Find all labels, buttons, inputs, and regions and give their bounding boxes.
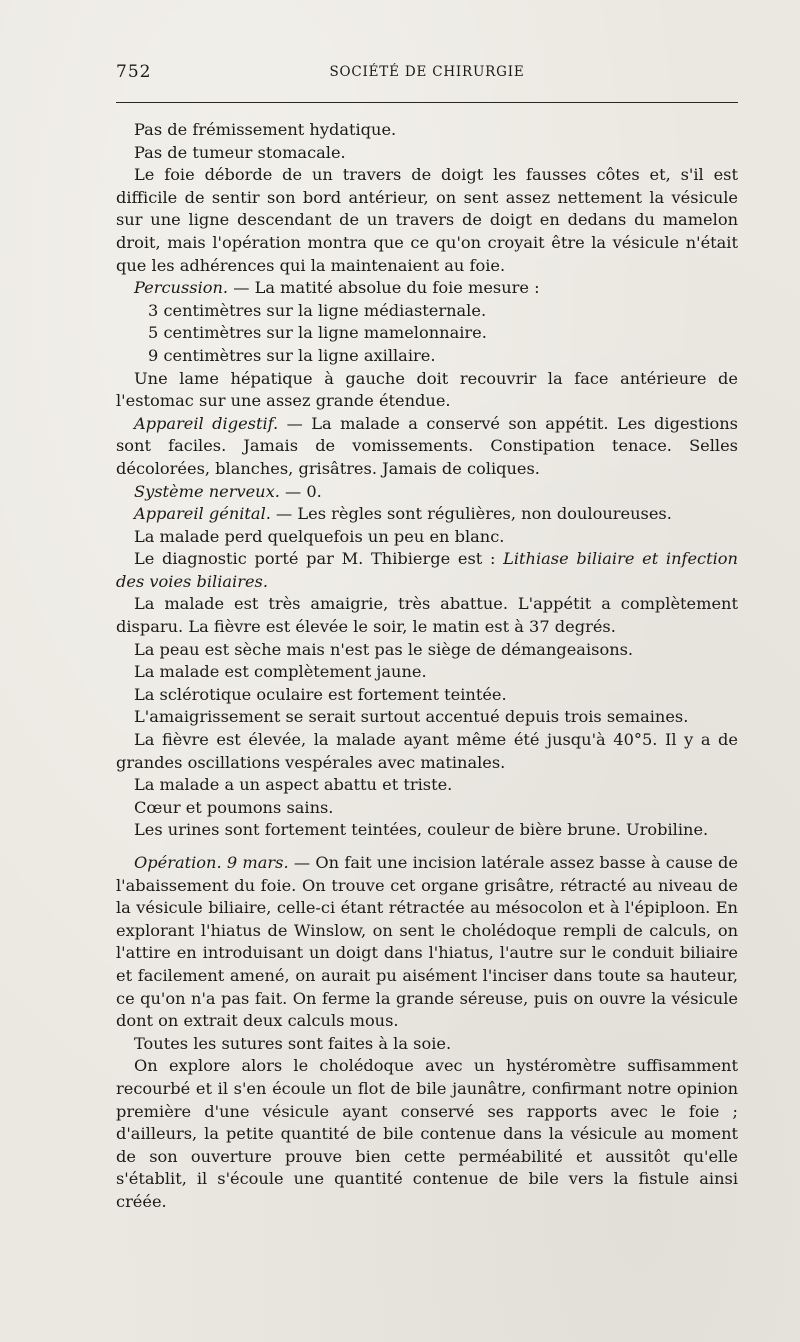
paragraph: La malade perd quelquefois un peu en blanc. (134, 526, 505, 546)
section-label: Percussion. (134, 278, 229, 298)
paragraph: La sclérotique oculaire est fortement teintée. (134, 684, 507, 704)
section-label: Appareil digestif. (134, 413, 279, 433)
paragraph-text: — Les règles sont régulières, non douloureuses. (270, 504, 672, 524)
paragraph: Le foie déborde de un travers de doigt les fausses côtes et, s'il est difficile de sentir son bord antérieur, on sent assez nettement la vésicule sur une ligne descendant de un travers de doigt en dedans du mamelon droit, mais l'opération montra que ce qu'on croyait être la vésicule n'était que les adhérences qui la maintenaient au foie. (116, 165, 738, 275)
page-number: 752 (116, 62, 152, 82)
section-label: Système nerveux. (134, 481, 280, 501)
paragraph: Une lame hépatique à gauche doit recouvrir la face antérieure de l'estomac sur une assez grande étendue. (116, 368, 738, 411)
paragraph: L'amaigrissement se serait surtout accentué depuis trois semaines. (134, 707, 689, 727)
paragraph (116, 277, 738, 300)
paragraph: On explore alors le cholédoque avec un hystéromètre suffisamment recourbé et il s'en écoule un flot de bile jaunâtre, confirmant notre opinion première d'une vésicule ayant conservé ses rapports avec le foie ; d'ailleurs, la petite quantité de bile contenue dans la vésicule au moment de son ouverture prouve bien cette perméabilité et aussitôt qu'elle s'établit, il s'écoule une quantité contenue de bile vers la fistule ainsi créée. (116, 1056, 738, 1211)
body-text (116, 119, 738, 1214)
paragraph-gap (116, 842, 738, 852)
running-title: SOCIÉTÉ DE CHIRURGIE (329, 64, 525, 80)
paragraph: La malade est complètement jaune. (134, 662, 427, 682)
paragraph: Pas de frémissement hydatique. (134, 120, 397, 139)
paragraph: La fièvre est élevée, la malade ayant même été jusqu'à 40°5. Il y a de grandes oscillations vespérales avec matinales. (116, 730, 738, 772)
paragraph (116, 548, 738, 593)
paragraph-text: — La malade a conservé son appétit. Les digestions sont faciles. Jamais de vomissements. Constipation tenace. Selles décolorées, blanches, grisâtres. Jamais de coliques. (116, 413, 738, 478)
paragraph (116, 481, 738, 504)
paragraph-text: — 0. (279, 481, 322, 501)
paragraph: Toutes les sutures sont faites à la soie. (134, 1033, 452, 1053)
section-label: Appareil génital. (134, 504, 271, 524)
paragraph: La malade est très amaigrie, très abattue. L'appétit a complètement disparu. La fièvre est élevée le soir, le matin est à 37 degrés. (116, 594, 738, 637)
diagnosis: Lithiase biliaire et infection des voies biliaires. (116, 549, 738, 591)
paragraph (116, 503, 738, 526)
paragraph: 9 centimètres sur la ligne axillaire. (148, 345, 436, 365)
paragraph-text: — La matité absolue du foie mesure : (228, 278, 540, 298)
paragraph: Les urines sont fortement teintées, couleur de bière brune. Urobiline. (134, 820, 709, 840)
paragraph: La peau est sèche mais n'est pas le siège de démangeaisons. (134, 639, 634, 659)
paragraph-text: Le diagnostic porté par M. Thibierge est : (134, 549, 504, 569)
section-label: Opération. 9 mars. (134, 853, 289, 872)
paragraph: La malade a un aspect abattu et triste. (134, 775, 453, 795)
header-rule (116, 102, 738, 103)
paragraph: 3 centimètres sur la ligne médiasternale. (148, 300, 487, 320)
paragraph: Cœur et poumons sains. (134, 797, 334, 817)
page-header (116, 62, 738, 86)
paragraph: 5 centimètres sur la ligne mamelonnaire. (148, 323, 487, 343)
paragraph-text: — On fait une incision latérale assez basse à cause de l'abaissement du foie. On trouve cet organe grisâtre, rétracté au niveau de la vésicule biliaire, celle-ci étant rétractée au mésocolon et à l'épiploon. En explorant l'hiatus de Winslow, on sent le cholédoque rempli de calculs, on l'attire en introduisant un doigt dans l'hiatus, l'autre sur le conduit biliaire et facilement amené, on aurait pu aisément l'inciser dans toute sa hauteur, ce qu'on n'a pas fait. On ferme la grande séreuse, puis on ouvre la vésicule dont on extrait deux calculs mous. (116, 853, 738, 1031)
paragraph (116, 413, 738, 481)
paragraph (116, 852, 738, 1033)
paragraph: Pas de tumeur stomacale. (134, 142, 346, 162)
